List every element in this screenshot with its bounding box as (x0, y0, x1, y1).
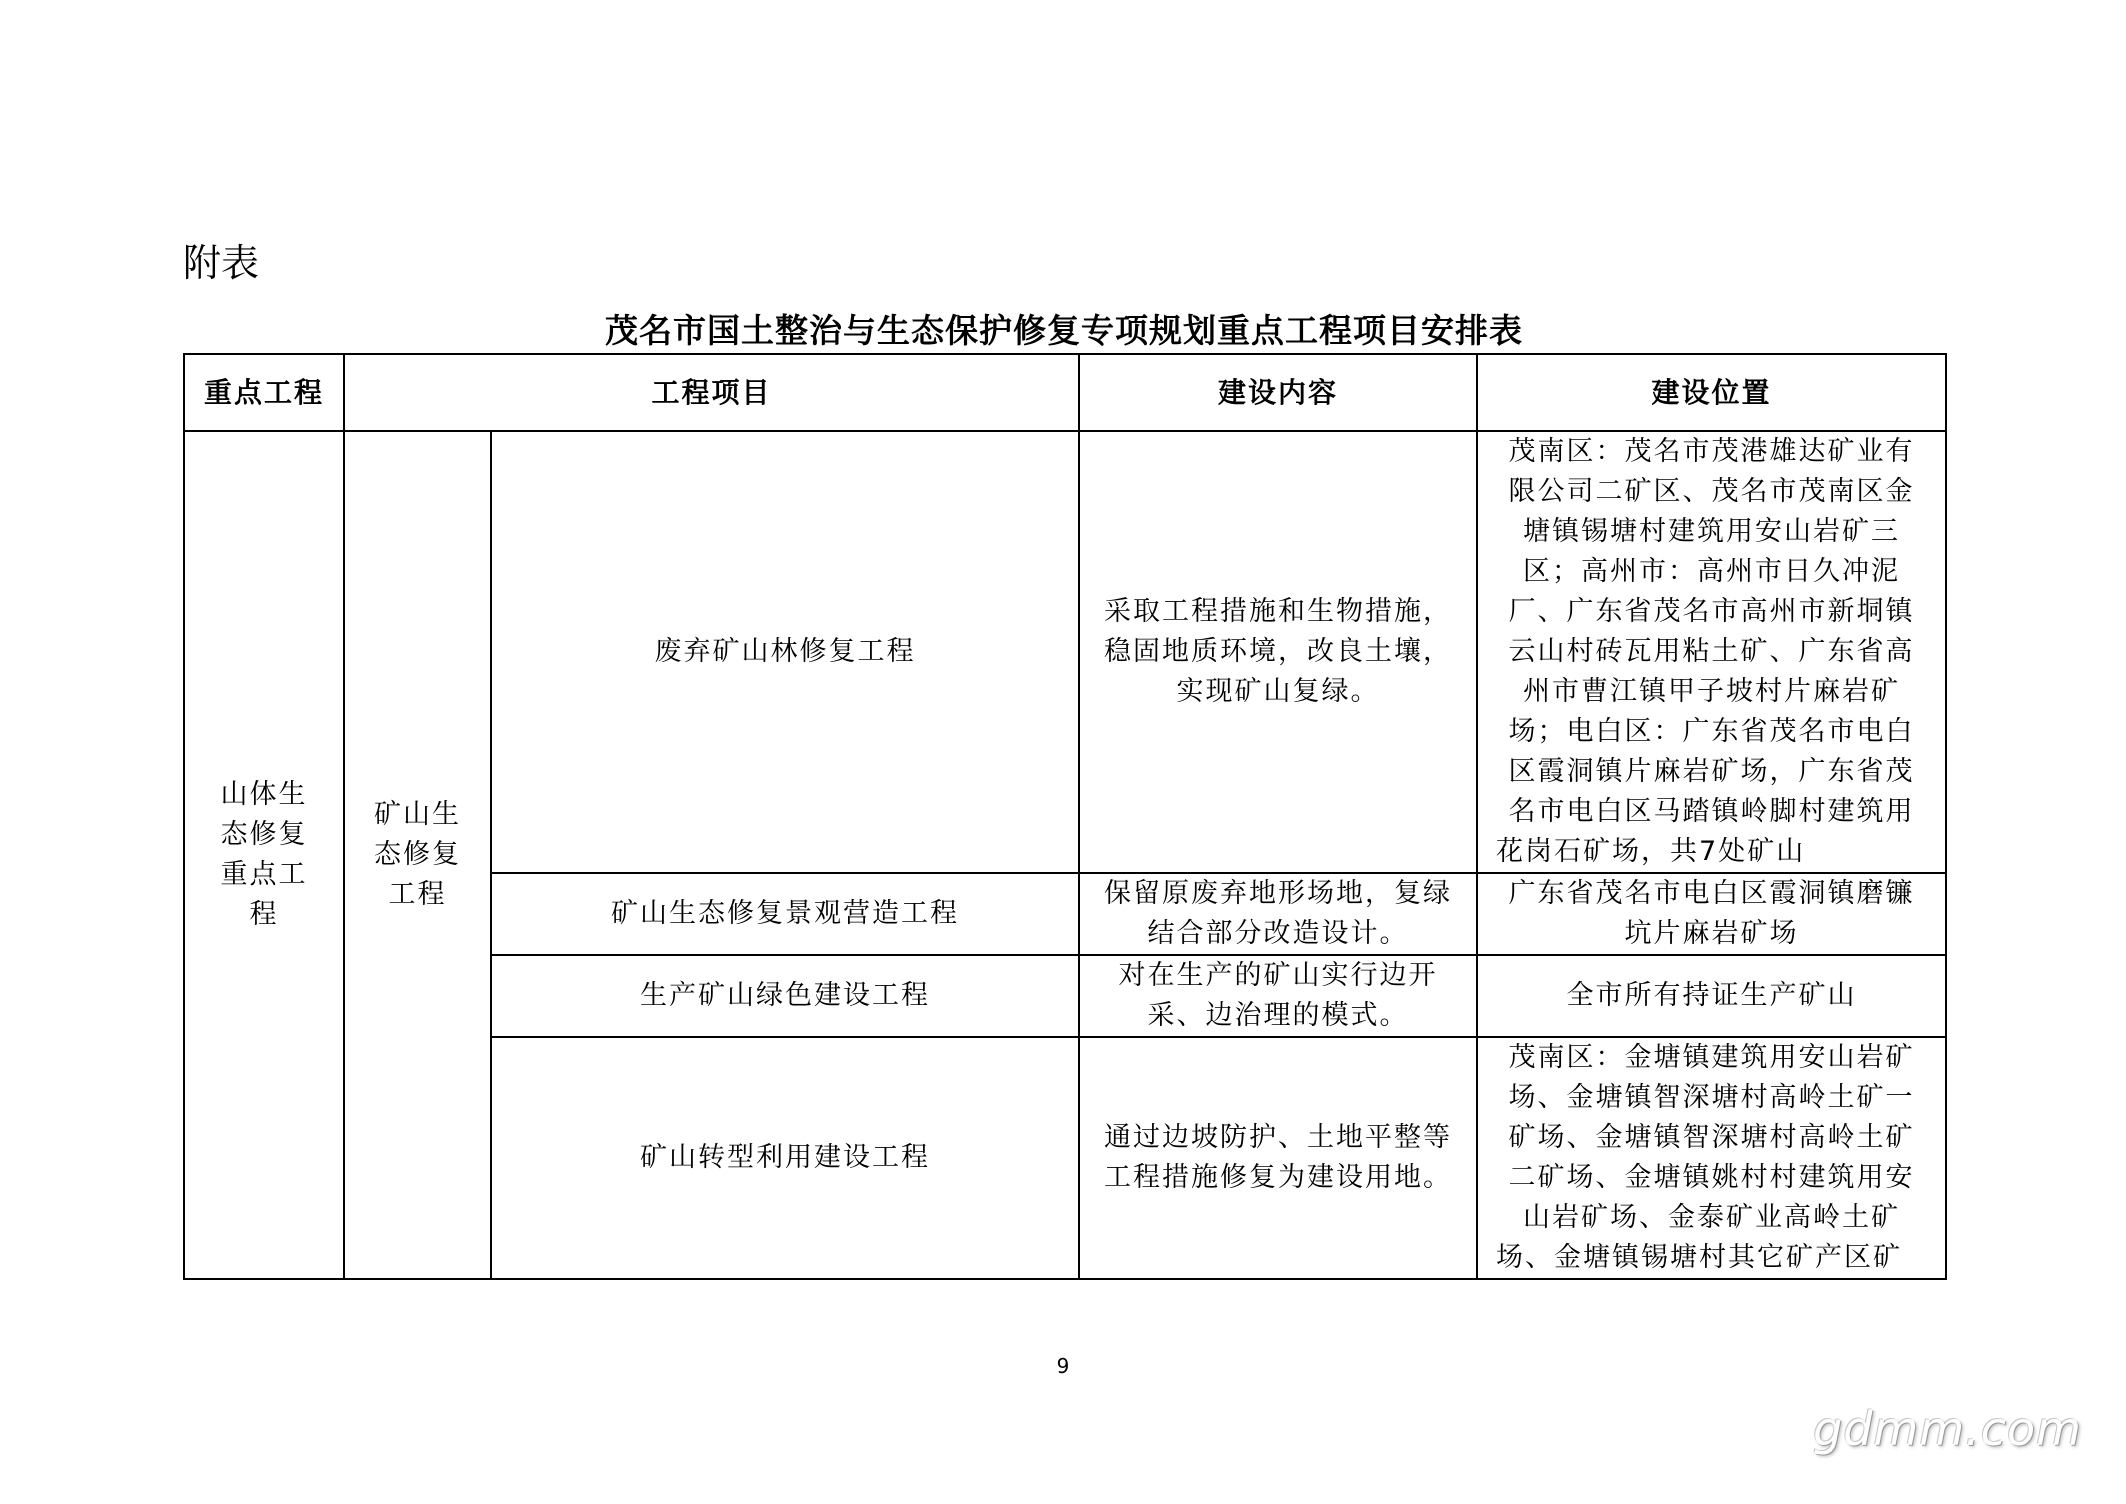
location-cell: 茂南区：茂名市茂港雄达矿业有限公司二矿区、茂名市茂南区金塘镇锡塘村建筑用安山岩矿三区；高州市：高州市日久冲泥厂、广东省茂名市高州市新垌镇云山村砖瓦用粘土矿、广东省高州市曹江镇甲子坡村片麻岩矿场；电白区：广东省茂名市电白区霞洞镇片麻岩矿场，广东省茂名市电白区马踏镇岭脚村建筑用花岗石矿场，共7处矿山 (1477, 431, 1946, 873)
table-header-row (184, 354, 1946, 431)
project-item-cell: 废弃矿山林修复工程 (491, 431, 1079, 873)
appendix-label: 附表 (183, 241, 260, 285)
content-cell: 通过边坡防护、土地平整等工程措施修复为建设用地。 (1079, 1037, 1477, 1279)
content-cell: 对在生产的矿山实行边开采、边治理的模式。 (1079, 955, 1477, 1037)
content-cell: 采取工程措施和生物措施，稳固地质环境，改良土壤，实现矿山复绿。 (1079, 431, 1477, 873)
project-item-cell: 矿山生态修复景观营造工程 (491, 873, 1079, 955)
project-item-cell: 矿山转型利用建设工程 (491, 1037, 1079, 1279)
table-title: 茂名市国土整治与生态保护修复专项规划重点工程项目安排表 (605, 311, 1523, 350)
header-location: 建设位置 (1477, 354, 1946, 431)
header-project-item: 工程项目 (344, 354, 1079, 431)
table-row (184, 431, 1946, 873)
sub-project-text: 矿山生态修复工程 (374, 799, 461, 910)
project-item-cell: 生产矿山绿色建设工程 (491, 955, 1079, 1037)
location-cell: 全市所有持证生产矿山 (1477, 955, 1946, 1037)
sub-project-cell (344, 431, 491, 1279)
location-cell: 广东省茂名市电白区霞洞镇磨镰坑片麻岩矿场 (1477, 873, 1946, 955)
watermark: gdmm.com (1813, 1402, 2082, 1456)
project-table (183, 353, 1947, 1280)
location-cell: 茂南区：金塘镇建筑用安山岩矿场、金塘镇智深塘村高岭土矿一矿场、金塘镇智深塘村高岭土矿二矿场、金塘镇姚村村建筑用安山岩矿场、金泰矿业高岭土矿场、金塘镇锡塘村其它矿产区矿 (1477, 1037, 1946, 1279)
key-project-cell (184, 431, 344, 1279)
header-content: 建设内容 (1079, 354, 1477, 431)
header-key-project: 重点工程 (184, 354, 344, 431)
page-number: 9 (1056, 1354, 1070, 1378)
key-project-text: 山体生态修复重点工程 (220, 779, 308, 930)
content-cell: 保留原废弃地形场地，复绿结合部分改造设计。 (1079, 873, 1477, 955)
